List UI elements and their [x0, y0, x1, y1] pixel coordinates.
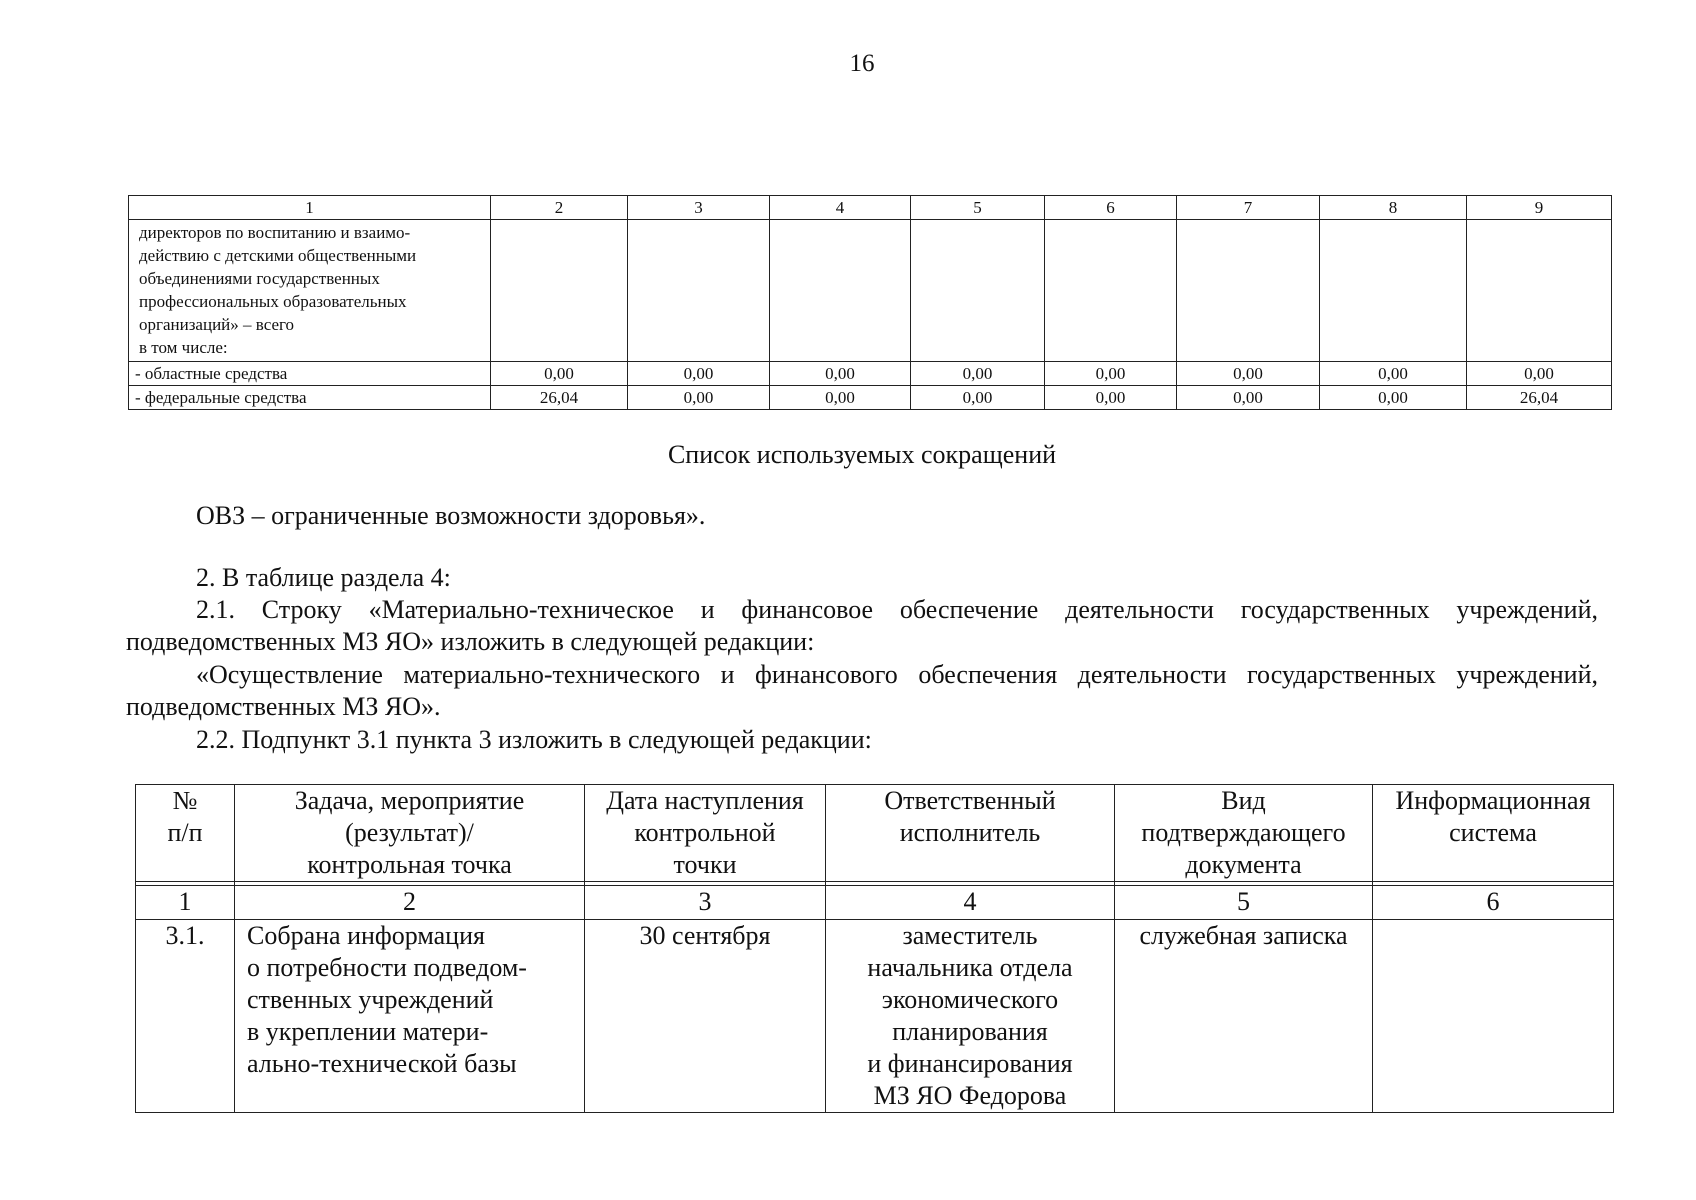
paragraph-2: 2. В таблице раздела 4: — [196, 563, 451, 592]
value-cell: 0,00 — [1320, 386, 1467, 410]
header-number: № п/п — [136, 785, 235, 882]
column-number: 2 — [491, 196, 628, 220]
task-table-header-row — [136, 785, 1614, 882]
header-date: Дата наступления контрольной точки — [585, 785, 826, 882]
funding-description: директоров по воспитанию и взаимо- действию с детскими общественными объединениями государственных профессиональных образовательных организаций» – всего в том числе: — [129, 220, 491, 362]
value-cell: 0,00 — [1467, 362, 1612, 386]
value-cell: 0,00 — [1045, 386, 1177, 410]
funding-row-regional — [129, 362, 1612, 386]
row-responsible: заместитель начальника отдела экономического планирования и финансирования МЗ ЯО Федорова — [826, 920, 1115, 1113]
column-number: 1 — [129, 196, 491, 220]
row-task: Собрана информация о потребности подведом- ственных учреждений в укреплении матери- ально-технической базы — [235, 920, 585, 1113]
empty-cell — [1045, 220, 1177, 362]
task-table-number-row — [136, 886, 1614, 920]
paragraph-2-1: 2.1. Строку «Материально-техническое и финансовое обеспечение деятельности государственных учреждений, подведомственных МЗ ЯО» изложить в следующей редакции: — [126, 595, 1598, 656]
value-cell: 0,00 — [770, 362, 911, 386]
paragraph-2-1-quote: «Осуществление материально-технического и финансового обеспечения деятельности государственных учреждений, подведомственных МЗ ЯО». — [126, 660, 1598, 721]
column-number: 1 — [136, 886, 235, 920]
row-document: служебная записка — [1115, 920, 1373, 1113]
value-cell: 0,00 — [1177, 362, 1320, 386]
header-task: Задача, мероприятие (результат)/ контрольная точка — [235, 785, 585, 882]
empty-cell — [770, 220, 911, 362]
column-number: 6 — [1373, 886, 1614, 920]
funding-description-row — [129, 220, 1612, 362]
header-responsible: Ответственный исполнитель — [826, 785, 1115, 882]
empty-cell — [628, 220, 770, 362]
task-table — [135, 784, 1614, 1113]
value-cell: 0,00 — [911, 362, 1045, 386]
value-cell: 0,00 — [1177, 386, 1320, 410]
abbreviations-heading: Список используемых сокращений — [667, 440, 1057, 469]
header-system: Информационная система — [1373, 785, 1614, 882]
empty-cell — [491, 220, 628, 362]
empty-cell — [1320, 220, 1467, 362]
value-cell: 0,00 — [628, 386, 770, 410]
row-number: 3.1. — [136, 920, 235, 1113]
paragraph-2-2: 2.2. Подпункт 3.1 пункта 3 изложить в следующей редакции: — [196, 725, 872, 754]
task-table-row — [136, 920, 1614, 1113]
column-number: 4 — [770, 196, 911, 220]
column-number: 3 — [585, 886, 826, 920]
funding-row-federal — [129, 386, 1612, 410]
row-label: - областные средства — [129, 362, 491, 386]
column-number: 9 — [1467, 196, 1612, 220]
column-number: 6 — [1045, 196, 1177, 220]
value-cell: 26,04 — [491, 386, 628, 410]
row-date: 30 сентября — [585, 920, 826, 1113]
column-number: 8 — [1320, 196, 1467, 220]
column-number: 4 — [826, 886, 1115, 920]
column-number: 5 — [911, 196, 1045, 220]
column-number: 2 — [235, 886, 585, 920]
column-number: 5 — [1115, 886, 1373, 920]
value-cell: 0,00 — [628, 362, 770, 386]
value-cell: 0,00 — [1045, 362, 1177, 386]
empty-cell — [1467, 220, 1612, 362]
value-cell: 0,00 — [491, 362, 628, 386]
abbreviation-line: ОВЗ – ограниченные возможности здоровья». — [196, 501, 706, 530]
empty-cell — [1177, 220, 1320, 362]
row-system — [1373, 920, 1614, 1113]
column-number: 7 — [1177, 196, 1320, 220]
empty-cell — [911, 220, 1045, 362]
value-cell: 0,00 — [911, 386, 1045, 410]
funding-table — [128, 195, 1612, 410]
funding-table-header-row — [129, 196, 1612, 220]
row-label: - федеральные средства — [129, 386, 491, 410]
column-number: 3 — [628, 196, 770, 220]
header-document: Вид подтверждающего документа — [1115, 785, 1373, 882]
value-cell: 26,04 — [1467, 386, 1612, 410]
value-cell: 0,00 — [770, 386, 911, 410]
page-number: 16 — [849, 50, 875, 77]
value-cell: 0,00 — [1320, 362, 1467, 386]
